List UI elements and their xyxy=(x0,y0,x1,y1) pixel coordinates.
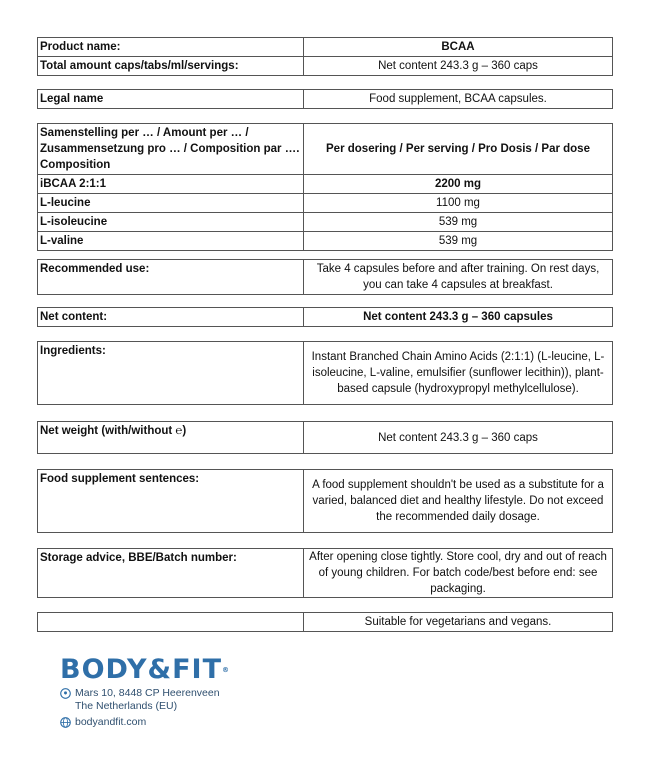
website-link[interactable]: bodyandfit.com xyxy=(75,716,147,728)
legal-name-value: Food supplement, BCAA capsules. xyxy=(304,90,613,109)
brand-logo xyxy=(60,655,229,685)
storage-table xyxy=(37,548,613,598)
legal-table xyxy=(37,89,613,109)
net-content-label: Net content: xyxy=(38,308,304,327)
composition-row-value: 539 mg xyxy=(304,213,613,232)
table-row xyxy=(38,38,613,57)
table-row xyxy=(38,422,613,454)
product-table xyxy=(37,37,613,76)
suitable-table xyxy=(37,612,613,632)
company-address xyxy=(60,687,229,729)
net-weight-value: Net content 243.3 g – 360 caps xyxy=(304,422,613,454)
composition-row-value: 2200 mg xyxy=(304,175,613,194)
composition-row-name: L-isoleucine xyxy=(38,213,304,232)
composition-row-value: 1100 mg xyxy=(304,194,613,213)
net-content-table xyxy=(37,307,613,327)
table-row xyxy=(38,470,613,533)
globe-icon xyxy=(60,717,71,728)
composition-row-name: iBCAA 2:1:1 xyxy=(38,175,304,194)
recommended-table xyxy=(37,259,613,295)
suitable-value: Suitable for vegetarians and vegans. xyxy=(304,613,613,632)
table-row xyxy=(38,175,613,194)
composition-row-name: L-leucine xyxy=(38,194,304,213)
table-row xyxy=(38,549,613,598)
legal-name-label: Legal name xyxy=(38,90,304,109)
table-row xyxy=(38,90,613,109)
table-row xyxy=(38,194,613,213)
net-content-value: Net content 243.3 g – 360 capsules xyxy=(304,308,613,327)
composition-row-value: 539 mg xyxy=(304,232,613,251)
table-row xyxy=(38,232,613,251)
recommended-use-value: Take 4 capsules before and after training. On rest days, you can take 4 capsules at breakfast. xyxy=(304,260,613,295)
supplement-value: A food supplement shouldn't be used as a substitute for a varied, balanced diet and healthy lifestyle. Do not exceed the recommended daily dosage. xyxy=(304,470,613,533)
table-row xyxy=(38,260,613,295)
table-row xyxy=(38,124,613,175)
storage-label: Storage advice, BBE/Batch number: xyxy=(38,549,304,598)
suitable-label xyxy=(38,613,304,632)
supplement-label: Food supplement sentences: xyxy=(38,470,304,533)
ingredients-table xyxy=(37,341,613,405)
table-row xyxy=(38,213,613,232)
trademark-mark: ® xyxy=(221,666,229,674)
total-amount-value: Net content 243.3 g – 360 caps xyxy=(304,57,613,76)
supplement-table xyxy=(37,469,613,533)
net-weight-table xyxy=(37,421,613,454)
table-row xyxy=(38,57,613,76)
table-row xyxy=(38,613,613,632)
composition-row-name: L-valine xyxy=(38,232,304,251)
product-name-label: Product name: xyxy=(38,38,304,57)
product-name-value: BCAA xyxy=(304,38,613,57)
table-row xyxy=(38,342,613,405)
brand-logo-block xyxy=(60,655,229,729)
storage-value: After opening close tightly. Store cool, dry and out of reach of young children. For batch code/best before end: see packaging. xyxy=(304,549,613,598)
table-row xyxy=(38,308,613,327)
recommended-use-label: Recommended use: xyxy=(38,260,304,295)
ingredients-value: Instant Branched Chain Amino Acids (2:1:1) (L-leucine, L-isoleucine, L-valine, emulsifier (sunflower lecithin)), plant-based capsule (hydroxypropyl methylcellulose). xyxy=(304,342,613,405)
composition-table xyxy=(37,123,613,251)
net-weight-label: Net weight (with/without ℮) xyxy=(38,422,304,454)
brand-name: BODY&FIT xyxy=(60,654,222,685)
total-amount-label: Total amount caps/tabs/ml/servings: xyxy=(38,57,304,76)
ingredients-label: Ingredients: xyxy=(38,342,304,405)
address-line-2: The Netherlands (EU) xyxy=(75,700,178,712)
location-icon xyxy=(60,688,71,699)
composition-header-value: Per dosering / Per serving / Pro Dosis / Par dose xyxy=(304,124,613,175)
composition-header-label: Samenstelling per … / Amount per … / Zusammensetzung pro … / Composition par …. Composition xyxy=(38,124,304,175)
address-line-1: Mars 10, 8448 CP Heerenveen xyxy=(75,687,220,699)
